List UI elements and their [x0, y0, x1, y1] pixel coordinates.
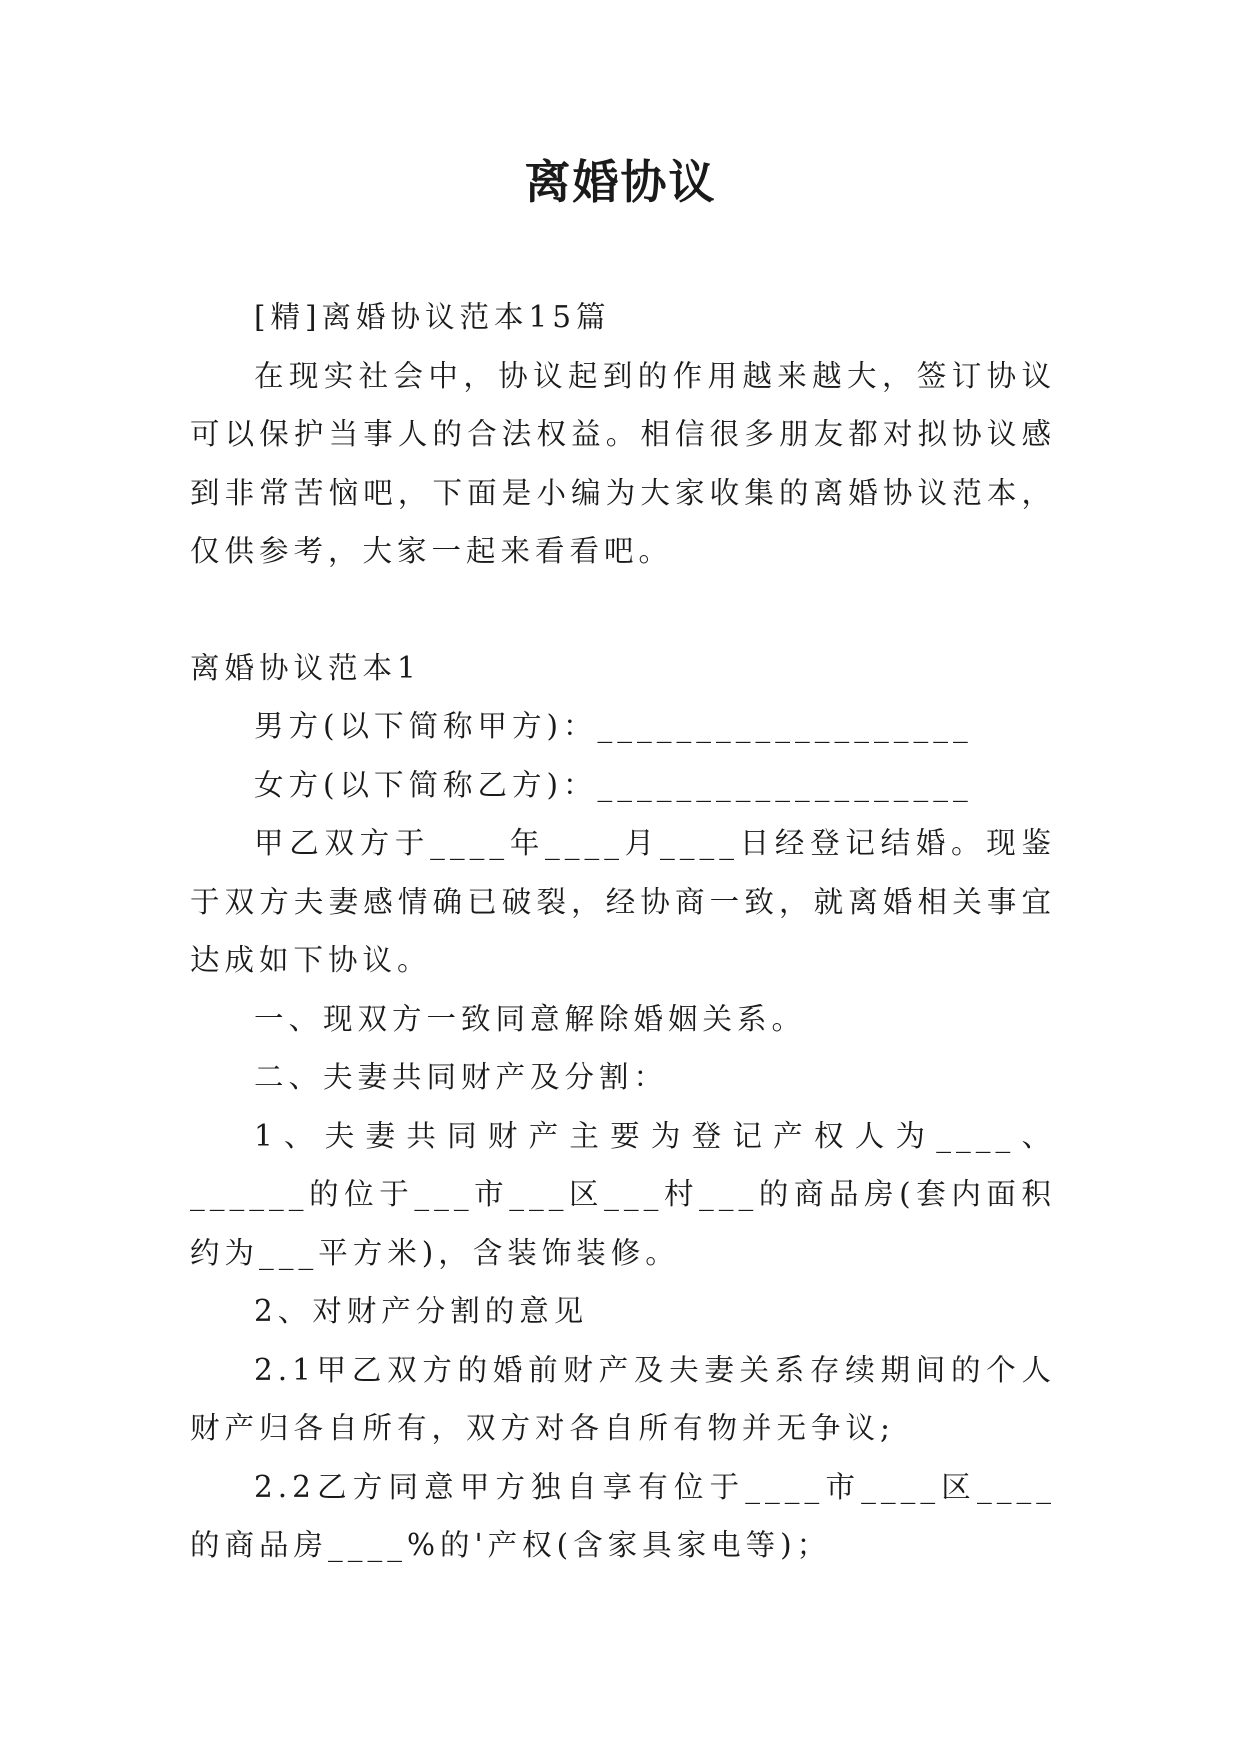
wife-line: 女方(以下简称乙方)：___________________	[254, 767, 973, 802]
clause-two-item-1: 1、夫妻共同财产主要为登记产权人为____、______的位于___市___区___村___的商品房(套内面积约为___平方米)，含装饰装修。	[190, 1118, 1056, 1270]
section-heading: 离婚协议范本1	[190, 650, 421, 685]
intro-paragraph: 在现实社会中，协议起到的作用越来越大，签订协议可以保护当事人的合法权益。相信很多朋友都对拟协议感到非常苦恼吧，下面是小编为大家收集的离婚协议范本，仅供参考，大家一起来看看吧。	[190, 358, 1056, 568]
document-body	[190, 288, 1056, 1575]
marriage-paragraph: 甲乙双方于____年____月____日经登记结婚。现鉴于双方夫妻感情确已破裂，经协商一致，就离婚相关事宜达成如下协议。	[190, 826, 1056, 977]
paragraph-gap	[190, 581, 1056, 639]
clause-two-item-2-1: 2.1甲乙双方的婚前财产及夫妻关系存续期间的个人财产归各自所有，双方对各自所有物并无争议;	[190, 1352, 1056, 1445]
clause-two-item-2-2: 2.2乙方同意甲方独自享有位于____市____区____的商品房____%的'产权(含家具家电等)；	[190, 1469, 1056, 1562]
subtitle-paragraph: [精]离婚协议范本15篇	[254, 300, 611, 334]
clause-one: 一、现双方一致同意解除婚姻关系。	[254, 1001, 807, 1036]
clause-two: 二、夫妻共同财产及分割：	[254, 1060, 669, 1094]
husband-line: 男方(以下简称甲方)：___________________	[254, 709, 973, 743]
clause-two-item-2: 2、对财产分割的意见	[254, 1294, 589, 1328]
document-title: 离婚协议	[524, 155, 717, 209]
